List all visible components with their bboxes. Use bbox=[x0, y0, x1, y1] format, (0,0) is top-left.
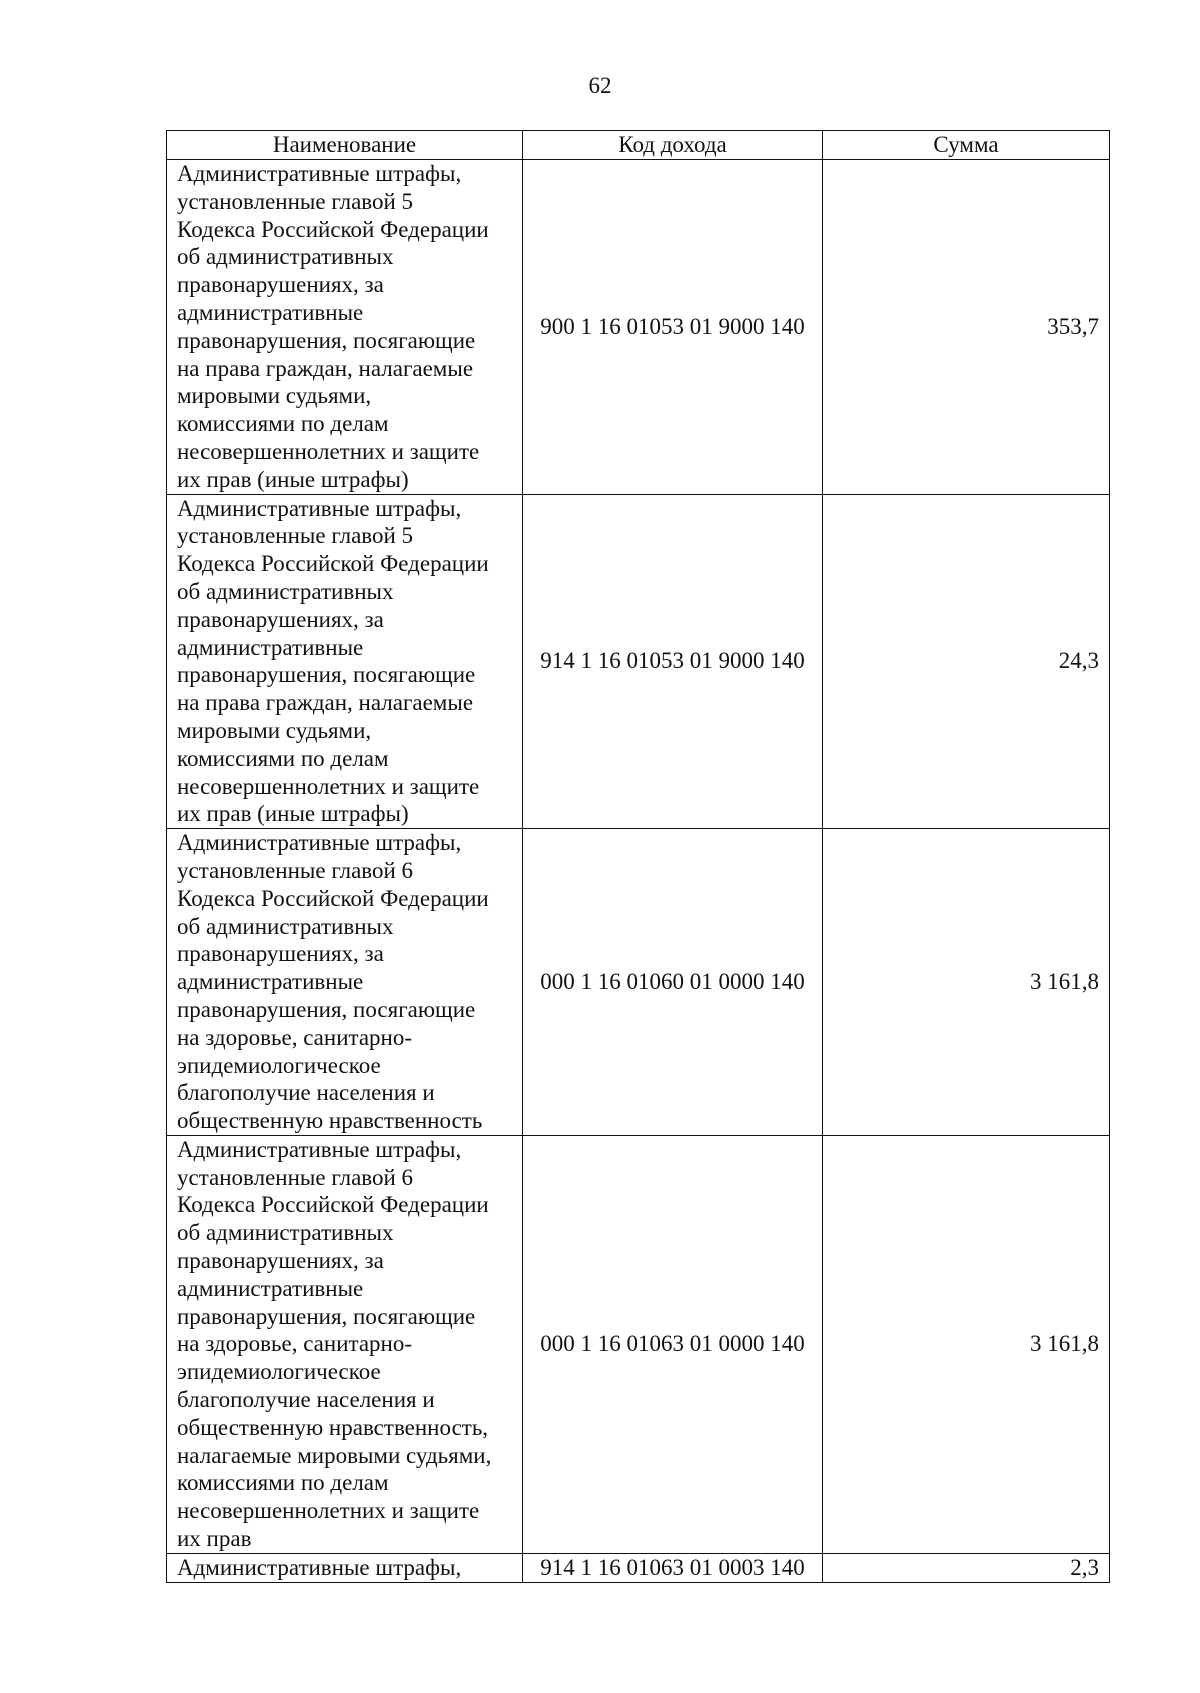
header-amount: Сумма bbox=[823, 131, 1110, 160]
income-table bbox=[166, 130, 1110, 1583]
table-header-row bbox=[167, 131, 1110, 160]
table-row bbox=[167, 494, 1110, 829]
header-name: Наименование bbox=[167, 131, 523, 160]
header-code: Код дохода bbox=[523, 131, 823, 160]
row-amount: 2,3 bbox=[823, 1553, 1110, 1582]
row-amount: 353,7 bbox=[823, 160, 1110, 495]
row-code: 900 1 16 01053 01 9000 140 bbox=[523, 160, 823, 495]
row-code: 914 1 16 01053 01 9000 140 bbox=[523, 494, 823, 829]
row-amount: 24,3 bbox=[823, 494, 1110, 829]
row-amount: 3 161,8 bbox=[823, 829, 1110, 1136]
row-code: 000 1 16 01063 01 0000 140 bbox=[523, 1135, 823, 1553]
row-code: 914 1 16 01063 01 0003 140 bbox=[523, 1553, 823, 1582]
row-name: Административные штрафы, установленные главой 6 Кодекса Российской Федерации об административных правонарушениях, за административные правонарушения, посягающие на здоровье, санитарно- эпидемиологическое благополучие населения и общественную нравственность, налагаемые мировыми судьями, комиссиями по делам несовершеннолетних и защите их прав bbox=[167, 1135, 523, 1553]
table-row bbox=[167, 160, 1110, 495]
row-name: Административные штрафы, установленные главой 5 Кодекса Российской Федерации об административных правонарушениях, за административные правонарушения, посягающие на права граждан, налагаемые мировыми судьями, комиссиями по делам несовершеннолетних и защите их прав (иные штрафы) bbox=[167, 160, 523, 495]
table-row bbox=[167, 1135, 1110, 1553]
row-code: 000 1 16 01060 01 0000 140 bbox=[523, 829, 823, 1136]
row-name: Административные штрафы, bbox=[167, 1553, 523, 1582]
row-amount: 3 161,8 bbox=[823, 1135, 1110, 1553]
table-row bbox=[167, 829, 1110, 1136]
row-name: Административные штрафы, установленные главой 5 Кодекса Российской Федерации об административных правонарушениях, за административные правонарушения, посягающие на права граждан, налагаемые мировыми судьями, комиссиями по делам несовершеннолетних и защите их прав (иные штрафы) bbox=[167, 494, 523, 829]
page-number: 62 bbox=[588, 73, 612, 98]
row-name: Административные штрафы, установленные главой 6 Кодекса Российской Федерации об административных правонарушениях, за административные правонарушения, посягающие на здоровье, санитарно- эпидемиологическое благополучие населения и общественную нравственность bbox=[167, 829, 523, 1136]
table-row bbox=[167, 1553, 1110, 1582]
